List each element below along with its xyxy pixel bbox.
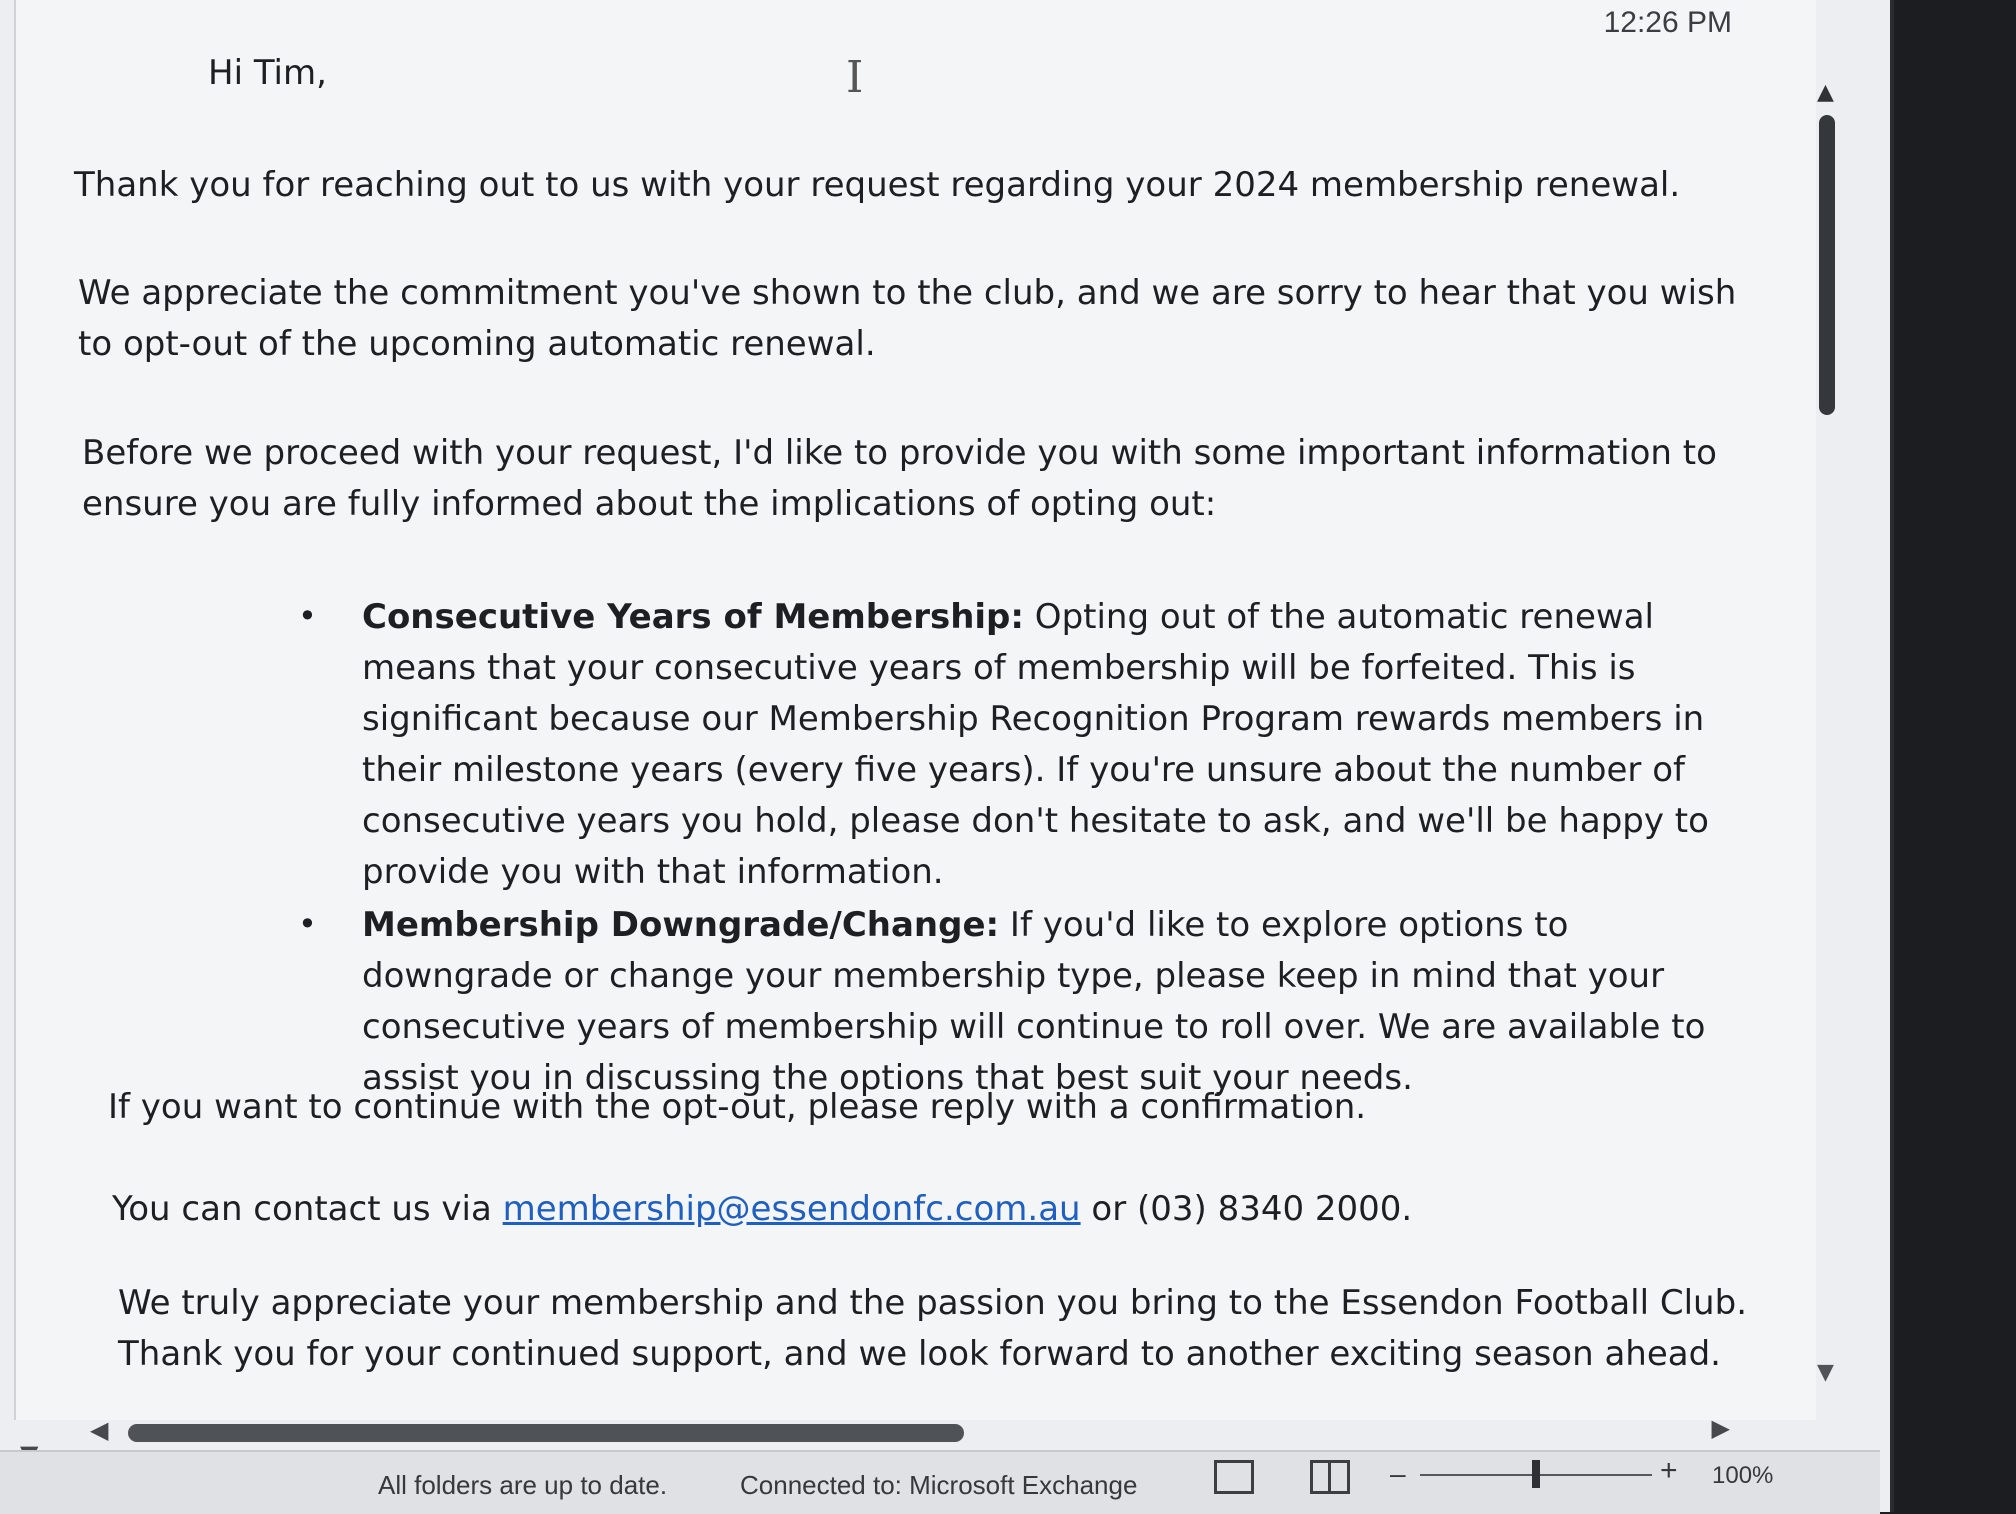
implications-list bbox=[296, 592, 1766, 1106]
greeting: Hi Tim, bbox=[208, 53, 327, 93]
paragraph-appreciation: We appreciate the commitment you've shown to the club, and we are sorry to hear that you wish to opt-out of the upcoming automatic renewal. bbox=[78, 273, 1737, 364]
paragraph-contact bbox=[112, 1184, 1712, 1235]
paragraph-thanks: Thank you for reaching out to us with your request regarding your 2024 membership renewal. bbox=[74, 165, 1681, 205]
paragraph-closing: We truly appreciate your membership and the passion you bring to the Essendon Football Club. Thank you for your continued support, and we look forward to another exciting season ahead. bbox=[118, 1283, 1747, 1374]
scroll-up-arrow-icon[interactable]: ▲ bbox=[1817, 80, 1834, 105]
clock-time: 12:26 PM bbox=[1603, 6, 1732, 39]
zoom-slider-handle[interactable] bbox=[1532, 1460, 1540, 1488]
bullet-text: If you'd like to explore options to downgrade or change your membership type, please keep in mind that your consecutive years of membership will continue to roll over. We are available to assist you in discussing the options that best suit your needs. bbox=[362, 905, 1706, 1098]
email-link[interactable]: membership@essendonfc.com.au bbox=[502, 1189, 1081, 1229]
contact-suffix: or (03) 8340 2000. bbox=[1080, 1189, 1413, 1229]
zoom-out-button[interactable]: – bbox=[1390, 1458, 1406, 1489]
scroll-left-arrow-icon[interactable]: ◀ bbox=[90, 1416, 109, 1444]
bullet-title: Membership Downgrade/Change: bbox=[362, 905, 1000, 945]
scroll-right-arrow-icon[interactable]: ▶ bbox=[1711, 1414, 1730, 1442]
scroll-down-arrow-icon[interactable]: ▼ bbox=[1817, 1360, 1834, 1385]
list-item bbox=[296, 900, 1766, 1104]
normal-view-icon[interactable] bbox=[1214, 1460, 1254, 1494]
horizontal-scroll-thumb[interactable] bbox=[128, 1424, 964, 1442]
bullet-title: Consecutive Years of Membership: bbox=[362, 597, 1024, 637]
list-item bbox=[296, 592, 1766, 898]
status-bar bbox=[0, 1450, 1880, 1514]
connection-status: Connected to: Microsoft Exchange bbox=[740, 1470, 1138, 1500]
folders-status: All folders are up to date. bbox=[378, 1470, 668, 1500]
vertical-scroll-thumb[interactable] bbox=[1819, 115, 1835, 415]
text-cursor-icon: I bbox=[846, 52, 864, 103]
paragraph-confirmation: If you want to continue with the opt-out, please reply with a confirmation. bbox=[108, 1087, 1367, 1127]
zoom-in-button[interactable]: + bbox=[1660, 1454, 1678, 1487]
bullet-icon: • bbox=[298, 905, 317, 943]
bullet-icon: • bbox=[298, 597, 317, 635]
bullet-text: Opting out of the automatic renewal means that your consecutive years of membership will be forfeited. This is significant because our Membership Recognition Program rewards members in their milestone years (every five years). If you're unsure about the number of consecutive years you hold, please don't hesitate to ask, and we'll be happy to provide you with that information. bbox=[362, 597, 1709, 892]
horizontal-scrollbar[interactable] bbox=[90, 1414, 1730, 1448]
contact-prefix: You can contact us via bbox=[112, 1189, 503, 1229]
reading-view-icon[interactable] bbox=[1310, 1460, 1350, 1494]
paragraph-before-proceeding: Before we proceed with your request, I'd like to provide you with some important information to ensure you are fully informed about the implications of opting out: bbox=[82, 433, 1717, 524]
reading-pane bbox=[14, 0, 1816, 1420]
zoom-level[interactable]: 100% bbox=[1712, 1462, 1774, 1489]
vertical-scrollbar[interactable] bbox=[1810, 70, 1844, 1390]
